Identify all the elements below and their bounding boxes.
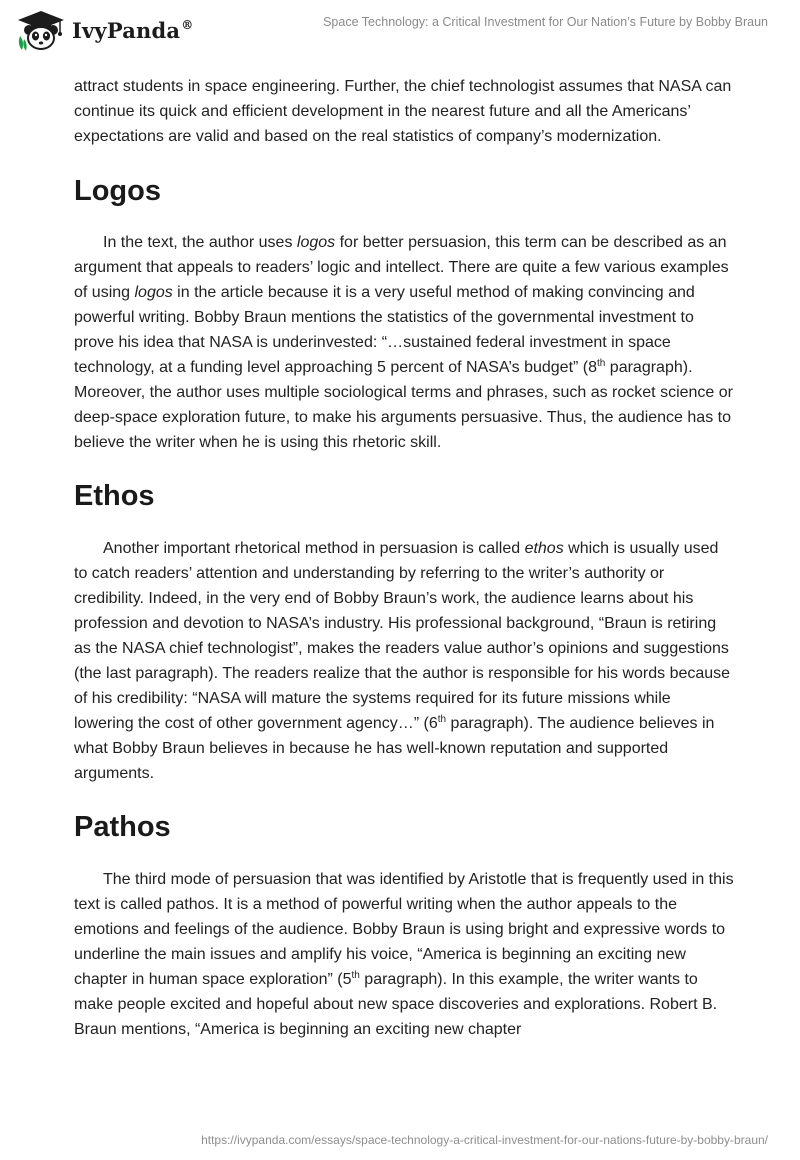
brand-name: IvyPanda® bbox=[72, 17, 194, 43]
ethos-heading: Ethos bbox=[74, 480, 155, 512]
pathos-paragraph: The third mode of persuasion that was identified by Aristotle that is frequently used in this text is called pathos. It is a method of powerful writing when the author appeals to the emotions and feelings of the audience. Bobby Braun is using bright and expressive words to underline the main issues and amplify his voice, “America is beginning an exciting new chapter in human space exploration” (5th paragraph). In this example, the writer wants to make people excited and hopeful about new space discoveries and explorations. Robert B. Braun mentions, “America is beginning an exciting new chapter bbox=[74, 871, 734, 1038]
logos-heading: Logos bbox=[74, 175, 161, 207]
panda-graduate-logo-icon bbox=[16, 8, 66, 52]
document-title: Space Technology: a Critical Investment for Our Nation’s Future by Bobby Braun bbox=[323, 15, 768, 29]
ivypanda-logo[interactable] bbox=[16, 8, 193, 52]
ethos-paragraph: Another important rhetorical method in persuasion is called ethos which is usually used to catch readers’ attention and understanding by referring to the writer’s authority or credibility. Indeed, in the very end of Bobby Braun’s work, the audience learns about his profession and devotion to NASA’s industry. His professional background, “Braun is retiring as the NASA chief technologist”, makes the readers value author’s opinions and suggestions (the last paragraph). The readers realize that the author is responsible for his words because of his credibility: “NASA will mature the systems required for its future missions while lowering the cost of other government agency…” (6th paragraph). The audience believes in what Bobby Braun believes in because he has well-known reputation and supported arguments. bbox=[74, 540, 731, 782]
page-header bbox=[0, 0, 800, 64]
pathos-heading: Pathos bbox=[74, 811, 171, 843]
intro-paragraph: attract students in space engineering. Further, the chief technologist assumes that NASA can continue its quick and efficient development in the nearest future and all the Americans’ expectations are valid and based on the real statistics of company’s modernization. bbox=[74, 78, 732, 145]
logos-paragraph: In the text, the author uses logos for better persuasion, this term can be described as an argument that appeals to readers’ logic and intellect. There are quite a few various examples of using logos in the article because it is a very useful method of making convincing and powerful writing. Bobby Braun mentions the statistics of the governmental investment to prove his idea that NASA is underinvested: “…sustained federal investment in space technology, at a funding level approaching 5 percent of NASA’s budget” (8th paragraph). Moreover, the author uses multiple sociological terms and phrases, such as rocket science or deep-space exploration future, to make his arguments persuasive. Thus, the audience has to believe the writer when he is using this rhetoric skill. bbox=[74, 234, 733, 451]
essay-body bbox=[74, 74, 734, 1042]
source-url[interactable]: https://ivypanda.com/essays/space-technology-a-critical-investment-for-our-nations-future-by-bobby-braun/ bbox=[201, 1133, 768, 1147]
